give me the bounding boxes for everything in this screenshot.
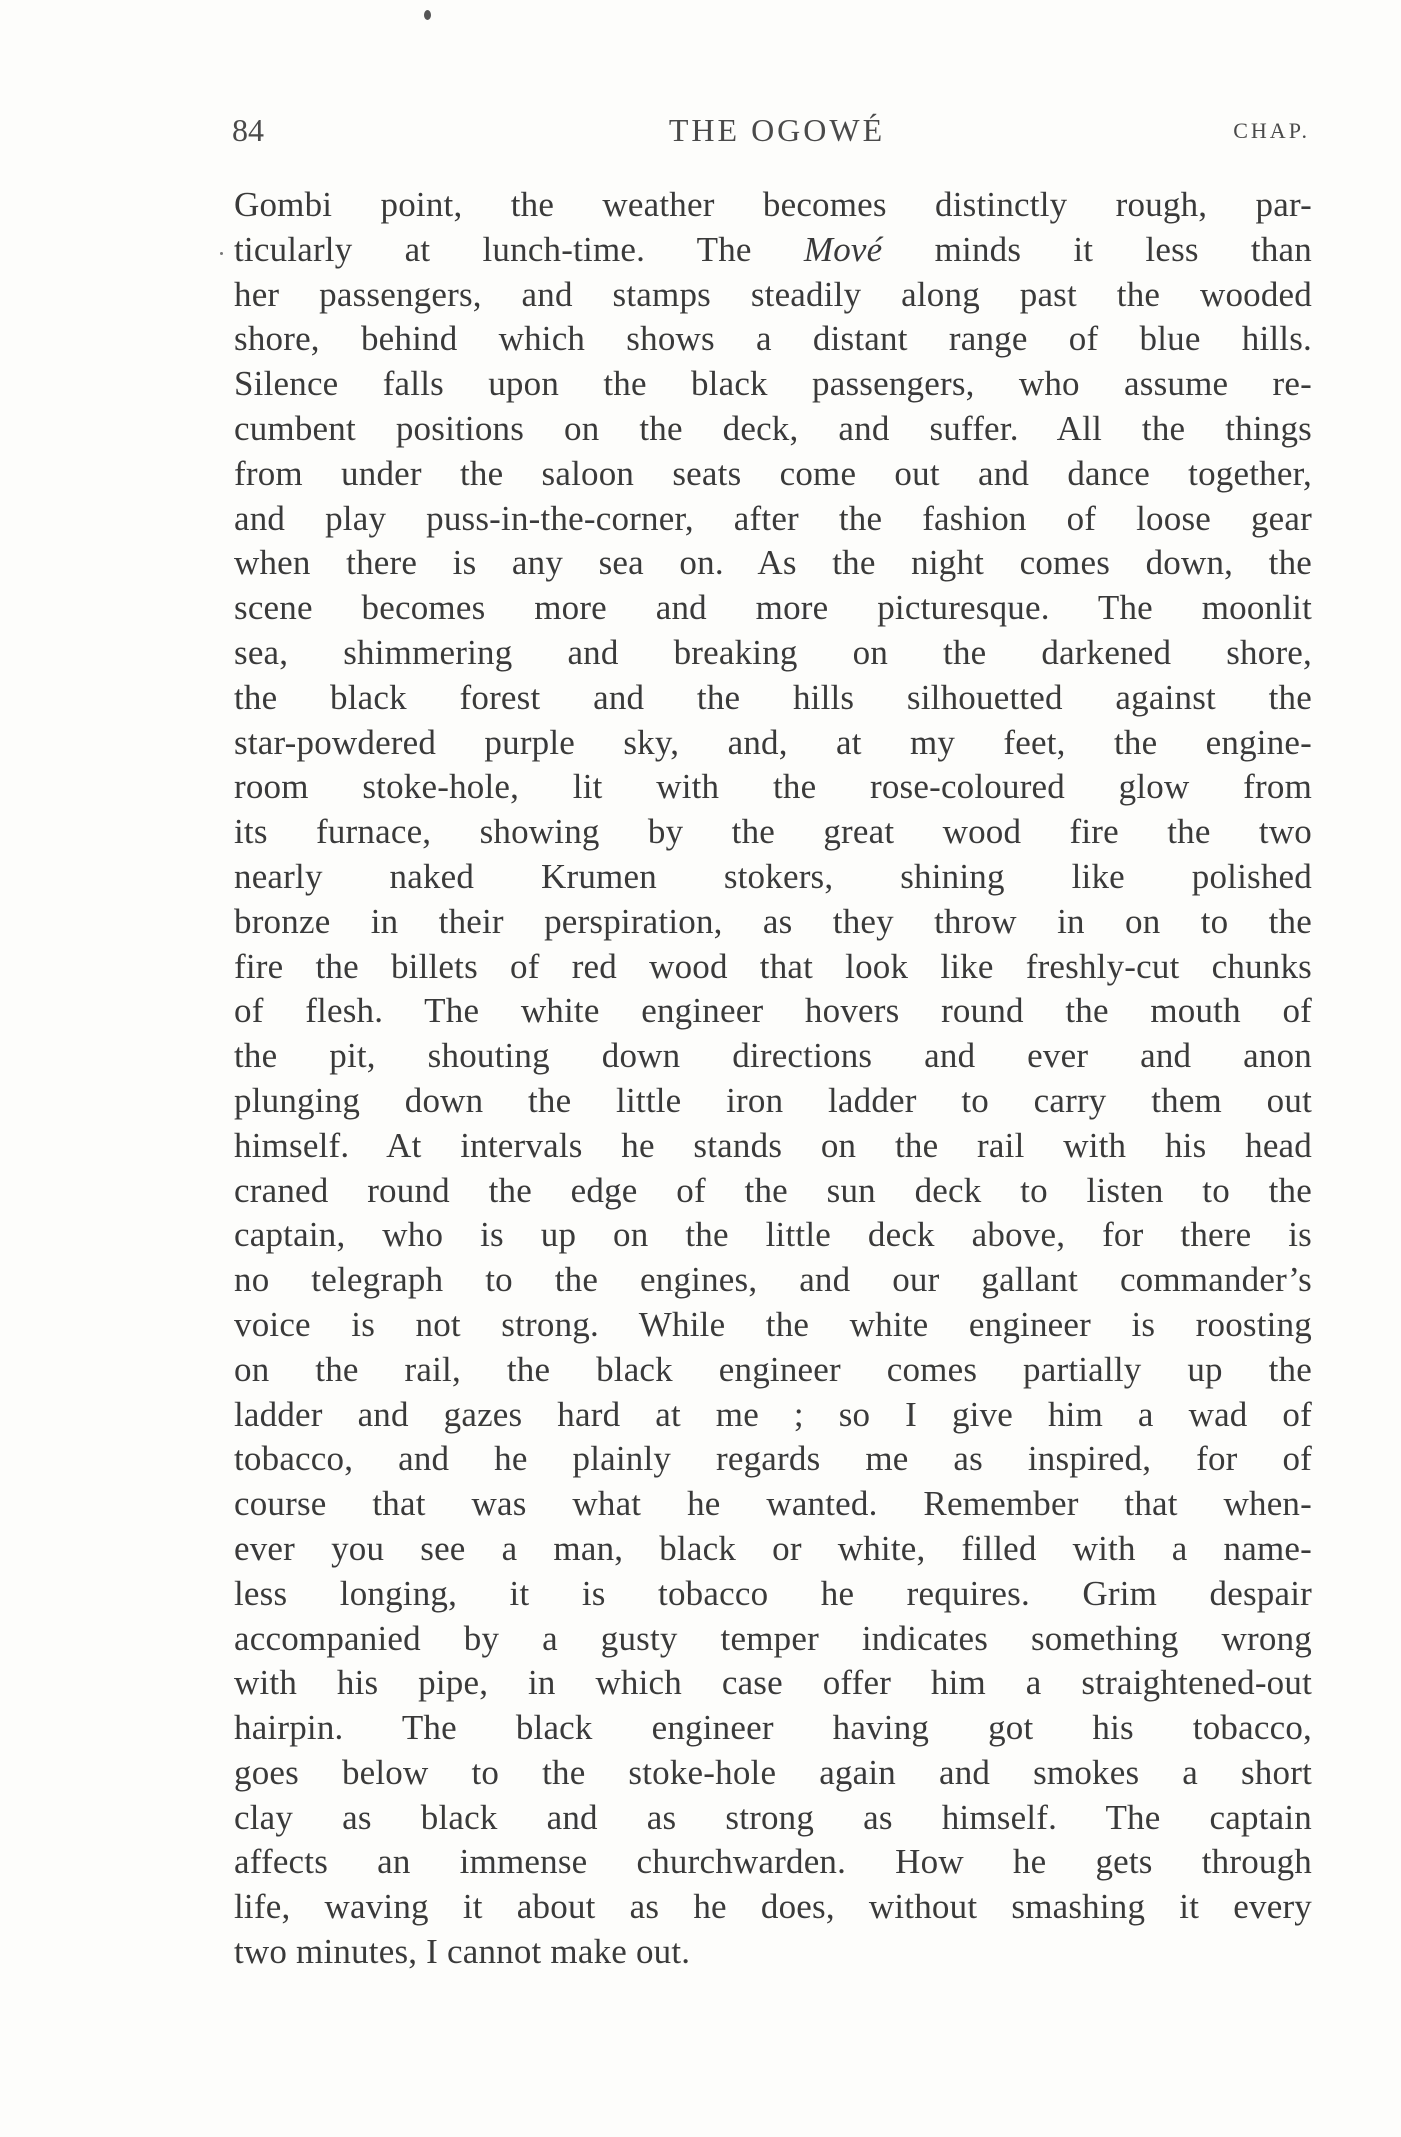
running-head <box>232 108 1310 158</box>
chapter-label: CHAP. <box>1233 118 1310 143</box>
page-number: 84 <box>232 112 264 148</box>
text-line: star-powdered purple sky, and, at my feet, the engine- <box>234 722 1312 762</box>
text-line: life, waving it about as he does, without smashing it every <box>234 1887 1312 1927</box>
text-line: clay as black and as strong as himself. The captain <box>234 1797 1312 1837</box>
text-line: captain, who is up on the little deck above, for there is <box>234 1215 1312 1255</box>
text-line: scene becomes more and more picturesque. The moonlit <box>234 588 1312 628</box>
text-line: and play puss-in-the-corner, after the fashion of loose gear <box>234 498 1312 538</box>
text-line: on the rail, the black engineer comes partially up the <box>234 1349 1312 1389</box>
text-line: hairpin. The black engineer having got his tobacco, <box>234 1708 1312 1748</box>
text-line: affects an immense churchwarden. How he gets through <box>234 1842 1312 1882</box>
text-line: bronze in their perspiration, as they throw in on to the <box>234 901 1312 941</box>
text-line: nearly naked Krumen stokers, shining like polished <box>234 856 1312 896</box>
text-line: ever you see a man, black or white, filled with a name- <box>234 1528 1312 1568</box>
text-line: shore, behind which shows a distant range of blue hills. <box>234 319 1312 359</box>
text-line: Gombi point, the weather becomes distinctly rough, par- <box>234 185 1312 224</box>
text-line: tobacco, and he plainly regards me as inspired, for of <box>234 1439 1312 1479</box>
text-line: craned round the edge of the sun deck to listen to the <box>234 1170 1312 1210</box>
text-line: of flesh. The white engineer hovers round the mouth of <box>234 991 1312 1031</box>
text-line-start: ticularly at lunch-time. The <box>234 229 804 269</box>
body-text <box>234 183 1312 1975</box>
text-line: himself. At intervals he stands on the rail with his head <box>234 1125 1312 1165</box>
text-line: the pit, shouting down directions and ever and anon <box>234 1036 1312 1076</box>
text-line: accompanied by a gusty temper indicates something wrong <box>234 1618 1312 1658</box>
text-line: its furnace, showing by the great wood fire the two <box>234 812 1312 852</box>
ink-dot <box>220 252 223 255</box>
text-line: with his pipe, in which case offer him a straightened-out <box>234 1663 1312 1703</box>
text-line: less longing, it is tobacco he requires. Grim despair <box>234 1573 1312 1613</box>
text-line: course that was what he wanted. Remember that when- <box>234 1484 1312 1524</box>
text-line: goes below to the stoke-hole again and smokes a short <box>234 1752 1312 1792</box>
text-line: ladder and gazes hard at me ; so I give him a wad of <box>234 1394 1312 1434</box>
text-line: from under the saloon seats come out and dance together, <box>234 453 1312 493</box>
text-line: the black forest and the hills silhouetted against the <box>234 677 1312 717</box>
text-line: voice is not strong. While the white engineer is roosting <box>234 1304 1312 1344</box>
text-line: when there is any sea on. As the night comes down, the <box>234 543 1312 583</box>
ink-speck <box>424 10 431 20</box>
text-line: plunging down the little iron ladder to carry them out <box>234 1080 1312 1120</box>
text-line: cumbent positions on the deck, and suffer. All the things <box>234 408 1312 448</box>
text-line: no telegraph to the engines, and our gallant commander’s <box>234 1260 1312 1300</box>
text-line: Silence falls upon the black passengers, who assume re- <box>234 364 1312 404</box>
text-line: fire the billets of red wood that look like freshly-cut chunks <box>234 946 1312 986</box>
text-line-end: minds it less than <box>882 229 1312 269</box>
text-line: her passengers, and stamps steadily along past the wooded <box>234 274 1312 314</box>
book-title: THE OGOWÉ <box>668 112 886 148</box>
text-line: sea, shimmering and breaking on the darkened shore, <box>234 632 1312 672</box>
text-line: two minutes, I cannot make out. <box>234 1932 691 1972</box>
ship-name: Mové <box>803 229 883 269</box>
text-line <box>234 228 1312 273</box>
text-line: room stoke-hole, lit with the rose-coloured glow from <box>234 767 1312 807</box>
